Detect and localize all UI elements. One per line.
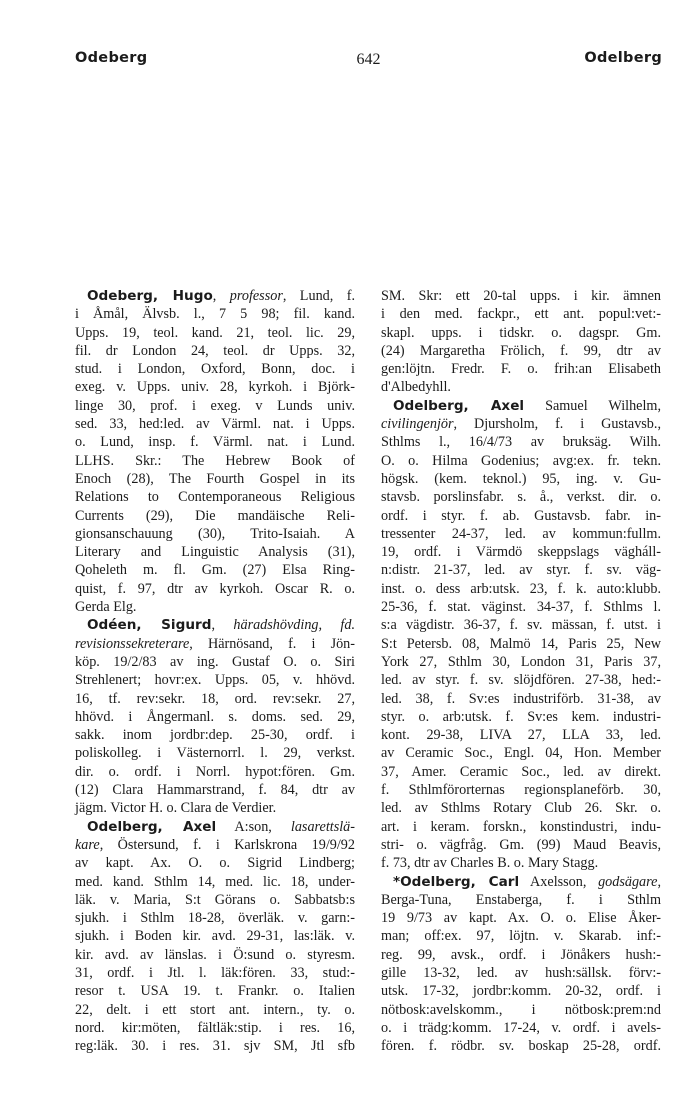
text-line: [381, 1001, 661, 1019]
text-line: [75, 836, 355, 854]
left-column: [75, 287, 355, 1055]
text-line: [381, 1019, 661, 1037]
text-line: [381, 324, 661, 342]
text-line: [381, 305, 661, 323]
text-line: [381, 452, 661, 470]
text-line: [381, 397, 661, 415]
text-line: [75, 744, 355, 762]
entry-text: läk. v. Maria, S:t Görans o. Sabbatsb:s: [75, 891, 355, 908]
entry-text: sjukh. i Boden kir. avd. 29-31, las:läk. v.: [75, 928, 355, 945]
entry-text: Enoch (28), The Fourth Gospel in its: [75, 470, 355, 487]
entry-text: Currents (29), Die mandäische Reli-: [75, 507, 355, 524]
text-line: [381, 342, 661, 360]
entry-text: S:t Petersb. 08, Malmö 14, Paris 25, New: [381, 635, 661, 652]
entry-name: Odelberg, Axel: [87, 818, 217, 835]
text-line: [75, 360, 355, 378]
text-line: [75, 873, 355, 891]
text-line: [381, 287, 661, 305]
entry-text: högsk. (kem. teknol.) 95, ing. v. Gu-: [381, 470, 661, 487]
right-column: [381, 287, 661, 1055]
entry-name: Odelberg, Axel: [393, 397, 525, 414]
text-line: [75, 726, 355, 744]
text-line: [75, 378, 355, 396]
entry-text: Berga-Tuna, Enstaberga, f. i Sthlm: [381, 891, 661, 908]
entry-text: dir. o. ordf. i Norrl. hypot:fören. Gm.: [75, 763, 355, 780]
entry-text: , Östersund, f. i Karlskrona 19/9/92: [99, 836, 355, 853]
text-line: [75, 909, 355, 927]
text-line: [381, 799, 661, 817]
text-line: [75, 818, 355, 836]
entry-text: gionsanschauung (30), Trito-Isaiah. A: [75, 525, 355, 542]
text-line: [381, 744, 661, 762]
text-line: [381, 507, 661, 525]
entry-text: , Härnösand, f. i Jön-: [189, 635, 355, 652]
entry-text: sakk. inom jordbr:dep. 25-30, ordf. i: [75, 727, 355, 744]
entry-text: inst. o. dess arb:utsk. 23, f. k. auto:klubb.: [381, 580, 661, 597]
entry-text: i den med. fackpr., ett ant. popul:vet:-: [381, 306, 661, 323]
text-line: [381, 671, 661, 689]
text-line: [381, 580, 661, 598]
entry-text: , Lund, f.: [282, 288, 355, 304]
entry-text: 37, Amer. Ceramic Soc., led. av direkt.: [381, 763, 661, 780]
entry-text: 25-36, f. stat. väginst. 34-37, f. Sthlms l.: [381, 599, 661, 616]
entry-text: Literary and Linguistic Analysis (31),: [75, 544, 355, 561]
entry-text: stud. i London, Oxford, Bonn, doc. i: [75, 361, 355, 378]
entry-text: fil. dr London 24, teol. dr Upps. 32,: [75, 342, 355, 359]
text-line: [381, 818, 661, 836]
entry-text: Upps. 19, teol. kand. 21, teol. lic. 29,: [75, 324, 355, 341]
text-line: [381, 470, 661, 488]
entry-text: LLHS. Skr.: The Hebrew Book of: [75, 452, 355, 469]
text-line: [75, 982, 355, 1000]
entry-text: Gerda Elg.: [75, 599, 137, 616]
entry-text: ,: [657, 873, 661, 890]
entry-text: O. o. Hilma Godenius; avg:ex. fr. tekn.: [381, 452, 661, 469]
entry-text: Relations to Contemporaneous Religious: [75, 489, 355, 506]
entry-text: f. 73, dtr av Charles B. o. Mary Stagg.: [381, 855, 599, 872]
text-line: [75, 342, 355, 360]
entry-text: resor t. USA 19. t. Frankr. o. Italien: [75, 983, 355, 1000]
text-line: [75, 763, 355, 781]
entry-text: i Åmål, Älvsb. l., 7 5 98; fil. kand.: [75, 306, 355, 323]
entry-name: *Odelberg, Carl: [393, 873, 520, 890]
entry-text: n:distr. 21-37, led. av styr. f. sv. väg-: [381, 562, 661, 579]
entry-text: 22, delt. i ett stort ant. intern., ty. o.: [75, 1001, 355, 1018]
entry-text: Axelsson,: [519, 873, 599, 890]
entry-title: häradshövding, fd.: [233, 617, 356, 634]
text-line: [381, 360, 661, 378]
entry-text: quist, f. 97, dtr av kyrkoh. Oscar R. o.: [75, 580, 355, 597]
text-line: [75, 324, 355, 342]
text-line: [75, 415, 355, 433]
text-line: [75, 799, 355, 817]
entry-text: York 27, Sthlm 30, London 31, Paris 37,: [381, 653, 661, 670]
entry-title: professor: [229, 288, 283, 304]
text-line: [381, 378, 661, 396]
entry-text: tressenter 24-37, led. av kommun:fullm.: [381, 525, 661, 542]
entry-text: , Djursholm, f. i Gustavsb.,: [453, 416, 661, 433]
text-line: [381, 488, 661, 506]
entry-title: civilingenjör: [381, 416, 454, 433]
text-line: [381, 982, 661, 1000]
text-line: [381, 543, 661, 561]
text-line: [381, 616, 661, 634]
text-line: [75, 543, 355, 561]
text-line: [381, 708, 661, 726]
text-line: [75, 927, 355, 945]
entry-text: f. Sthlmförorternas regionsplaneförb. 30,: [381, 782, 661, 799]
entry-title: revisionssekreterare: [75, 635, 190, 652]
text-line: [75, 287, 355, 305]
entry-text: ,: [212, 288, 230, 304]
text-line: [381, 763, 661, 781]
entry-text: nord. kir:möten, fältläk:stip. i res. 16,: [75, 1019, 355, 1036]
entry-title: godsägare: [598, 873, 658, 890]
text-line: [75, 580, 355, 598]
entry-text: hhövd. i Ångermanl. s. doms. sed. 29,: [75, 708, 355, 725]
running-head-left: Odeberg: [75, 50, 148, 66]
text-line: [381, 415, 661, 433]
text-line: [381, 561, 661, 579]
text-line: [75, 854, 355, 872]
text-line: [381, 946, 661, 964]
entry-text: o. Lund, insp. f. Värml. nat. i Lund.: [75, 434, 355, 451]
text-line: [75, 964, 355, 982]
entry-text: Strehlenert; hovr:ex. Upps. 05, v. hhövd.: [75, 672, 355, 689]
entry-text: skapl. upps. i tidskr. o. dagspr. Gm.: [381, 324, 661, 341]
entry-text: Samuel Wilhelm,: [524, 397, 661, 414]
entry-text: 31, ordf. i Jtl. l. läk:fören. 33, stud:-: [75, 964, 355, 981]
text-line: [75, 708, 355, 726]
text-line: [75, 452, 355, 470]
text-line: [75, 433, 355, 451]
text-line: [381, 873, 661, 891]
entry-text: (24) Margaretha Frölich, f. 99, dtr av: [381, 342, 661, 359]
text-line: [75, 598, 355, 616]
entry-text: 19, ordf. i Värmdö skeppslags vägháll-: [381, 544, 661, 561]
entry-text: sed. 33, hed:led. av Värml. nat. i Upps.: [75, 416, 355, 433]
entry-text: linge 30, prof. i exeg. v Lunds univ.: [75, 397, 355, 414]
text-line: [381, 1037, 661, 1055]
entry-text: köp. 19/2/83 av ing. Gustaf O. o. Siri: [75, 653, 355, 670]
entry-text: stri- o. vägfråg. Gm. (99) Maud Beavis,: [381, 836, 661, 853]
entry-title: kare: [75, 836, 100, 853]
entry-name: Odeberg, Hugo: [87, 288, 213, 304]
entry-text: led. 38, f. Sv:es industriförb. 31-38, av: [381, 690, 661, 707]
entry-text: (12) Clara Hammarstrand, f. 84, dtr av: [75, 782, 355, 799]
entry-text: med. kand. Sthlm 14, med. lic. 18, under-: [75, 873, 355, 890]
entry-text: jägm. Victor H. o. Clara de Verdier.: [75, 800, 277, 817]
text-line: [75, 616, 355, 634]
text-line: [381, 836, 661, 854]
text-line: [381, 854, 661, 872]
text-line: [75, 305, 355, 323]
entry-text: poliskolleg. i Västernorrl. l. 29, verkst.: [75, 745, 355, 762]
text-line: [75, 891, 355, 909]
entry-text: gen:löjtn. Fredr. F. o. frih:an Elisabeth: [381, 361, 661, 378]
entry-text: kir. avd. av länslas. i Ö:sund o. styresm.: [75, 946, 355, 963]
entry-text: av Ceramic Soc., Engl. 04, Hon. Member: [381, 745, 661, 762]
entry-title: lasarettslä-: [290, 818, 355, 835]
text-line: [75, 781, 355, 799]
text-line: [381, 909, 661, 927]
entry-text: led. av styr. f. sv. slöjdfören. 27-38, hed:-: [381, 672, 661, 689]
entry-text: sjukh. i Sthlm 18-28, överläk. v. garn:-: [75, 910, 355, 927]
entry-text: Sthlms l., 16/4/73 av bruksäg. Wilh.: [381, 434, 661, 451]
text-line: [75, 690, 355, 708]
text-line: [381, 635, 661, 653]
text-line: [75, 1019, 355, 1037]
entry-text: reg:läk. 30. i res. 31. sjv SM, Jtl sfb: [75, 1038, 355, 1055]
text-line: [381, 964, 661, 982]
entry-text: s:a vägdistr. 36-37, f. sv. mässan, f. utst. i: [381, 617, 661, 634]
text-line: [75, 397, 355, 415]
entry-text: ordf. i styr. f. ab. Gustavsb. fabr. in-: [381, 507, 661, 524]
entry-text: av kapt. Ax. O. o. Sigrid Lindberg;: [75, 855, 355, 872]
entry-text: 16, tf. rev:sekr. 18, ord. rev:sekr. 27,: [75, 690, 355, 707]
text-line: [75, 946, 355, 964]
entry-text: SM. Skr: ett 20-tal upps. i kir. ämnen: [381, 288, 661, 304]
entry-text: utsk. 17-32, jordbr:komm. 20-32, ordf. i: [381, 983, 661, 1000]
text-line: [75, 470, 355, 488]
entry-text: styr. o. arb:utsk. f. Sv:es kem. industri-: [381, 708, 661, 725]
entry-name: Odéen, Sigurd: [87, 617, 212, 634]
text-line: [381, 653, 661, 671]
text-line: [75, 507, 355, 525]
text-line: [75, 635, 355, 653]
page-header: [75, 50, 662, 74]
entry-text: 19 9/73 av kapt. Ax. O. o. Elise Åker-: [381, 910, 661, 927]
text-line: [381, 891, 661, 909]
entry-text: stavsb. porslinsfabr. s. å., verkst. dir. o.: [381, 489, 661, 506]
text-line: [381, 525, 661, 543]
text-line: [75, 488, 355, 506]
text-line: [75, 525, 355, 543]
entry-text: fören. f. rödbr. sv. boskap 25-28, ordf.: [381, 1038, 661, 1055]
entry-text: led. av Sthlms Rotary Club 26. Skr. o.: [381, 800, 661, 817]
text-line: [381, 726, 661, 744]
page-number: 642: [356, 51, 381, 68]
text-line: [75, 653, 355, 671]
entry-text: A:son,: [216, 818, 291, 835]
entry-text: man; off:ex. 97, löjtn. v. Skarab. inf:-: [381, 928, 661, 945]
entry-text: Qoheleth m. fl. Gm. (27) Elsa Ring-: [75, 562, 355, 579]
text-line: [381, 690, 661, 708]
entry-text: ,: [211, 617, 234, 634]
entry-text: gille 13-32, led. av hush:sällsk. förv:-: [381, 964, 661, 981]
text-line: [381, 927, 661, 945]
entry-text: reg. 99, avsk., ordf. i Jönåkers hush:-: [381, 946, 661, 963]
text-line: [75, 561, 355, 579]
text-line: [381, 781, 661, 799]
entry-text: art. i keram. forskn., konstindustri, indu-: [381, 818, 661, 835]
text-line: [75, 1001, 355, 1019]
entry-text: kont. 29-38, LIVA 27, LLA 33, led.: [381, 727, 661, 744]
entry-text: nötbosk:avelskomm., i nötbosk:prem:nd: [381, 1001, 661, 1018]
entry-text: exeg. v. Upps. univ. 28, kyrkoh. i Björk-: [75, 379, 355, 396]
text-line: [75, 671, 355, 689]
text-line: [381, 598, 661, 616]
entry-text: d'Albedyhll.: [381, 379, 451, 396]
text-line: [75, 1037, 355, 1055]
text-line: [381, 433, 661, 451]
running-head-right: Odelberg: [584, 50, 662, 66]
entry-text: o. i trädg:komm. 17-24, v. ordf. i avels-: [381, 1019, 661, 1036]
